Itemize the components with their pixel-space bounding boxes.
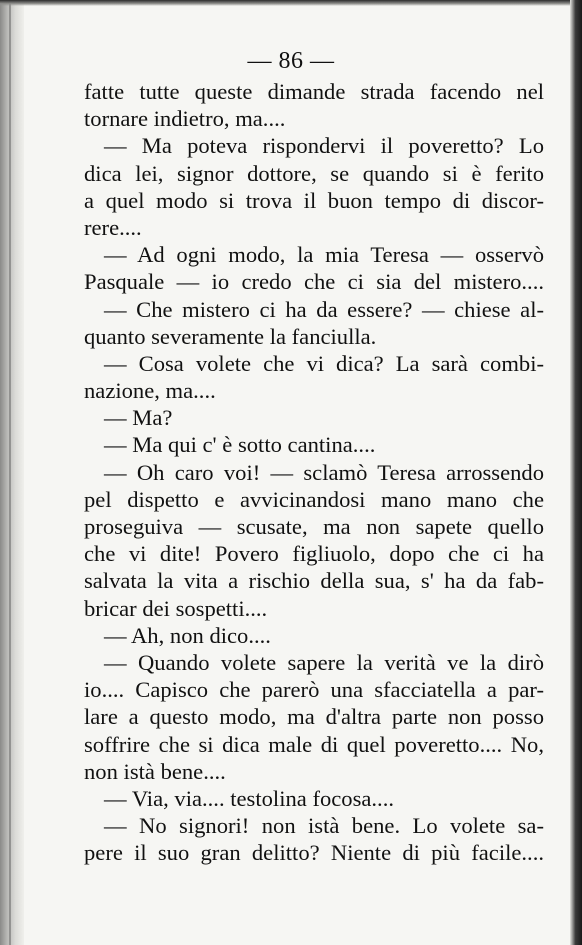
text-line: pel dispetto e avvicinandosi mano mano che: [84, 486, 544, 512]
text-line: Pasquale — io credo che ci sia del mistero....: [84, 269, 544, 295]
gutter-line: [9, 0, 11, 945]
text-line: — Ma?: [104, 405, 173, 431]
text-line: — Ah, non dico....: [104, 622, 271, 648]
text-line: — Ma qui c' è sotto cantina....: [104, 432, 376, 458]
body-text: [84, 78, 544, 866]
text-line: salvata la vita a rischio della sua, s' ha da fab-: [84, 568, 544, 594]
text-line: pere il suo gran delitto? Niente di più facile....: [84, 840, 544, 866]
text-line: quanto severamente la fanciulla.: [84, 323, 377, 349]
text-line: dica lei, signor dottore, se quando si è ferito: [84, 160, 544, 186]
page-number: — 86 —: [247, 48, 335, 74]
text-line: rere....: [84, 214, 142, 240]
top-edge-shadow: [0, 0, 582, 6]
text-line: — Quando volete sapere la verità ve la dirò: [104, 649, 544, 675]
right-edge-shadow: [570, 0, 582, 945]
text-line: — No signori! non istà bene. Lo volete sa-: [104, 813, 544, 839]
text-line: soffrire che si dica male di quel poveretto.... No,: [84, 731, 544, 757]
text-line: proseguiva — scusate, ma non sapete quello: [84, 514, 544, 539]
text-line: — Che mistero ci ha da essere? — chiese al-: [104, 296, 544, 322]
text-line: che vi dite! Povero figliuolo, dopo che ci ha: [84, 541, 544, 567]
text-line: — Cosa volete che vi dica? La sarà combi-: [104, 350, 544, 376]
text-line: non istà bene....: [84, 758, 226, 784]
text-line: bricar dei sospetti....: [84, 595, 268, 621]
text-line: tornare indietro, ma....: [84, 106, 286, 132]
text-line: — Oh caro voi! — sclamò Teresa arrossendo: [104, 459, 544, 485]
text-line: fatte tutte queste dimande strada facendo nel: [84, 79, 544, 104]
text-line: a quel modo si trova il buon tempo di discor-: [84, 187, 544, 213]
text-line: — Ma poteva rispondervi il poveretto? Lo: [104, 133, 544, 159]
book-spine-shadow: [0, 0, 24, 945]
text-line: — Via, via.... testolina focosa....: [104, 785, 395, 811]
text-line: io.... Capisco che parerò una sfacciatella a par-: [84, 677, 544, 703]
text-line: — Ad ogni modo, la mia Teresa — osservò: [104, 242, 544, 268]
text-line: lare a questo modo, ma d'altra parte non posso: [84, 704, 544, 730]
text-line: nazione, ma....: [84, 378, 216, 404]
